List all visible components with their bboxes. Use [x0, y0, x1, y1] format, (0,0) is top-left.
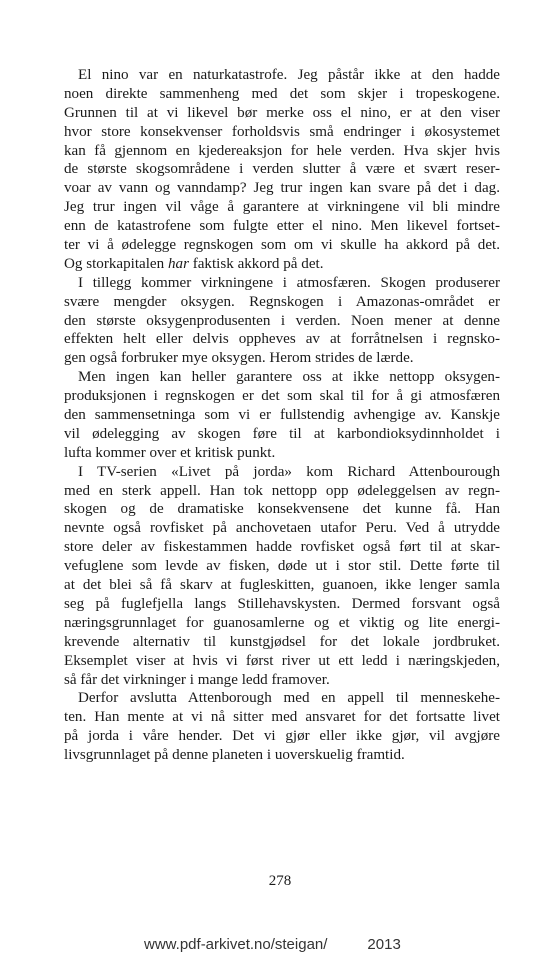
italic-emphasis: har	[167, 255, 189, 272]
paragraph	[64, 368, 500, 462]
text-line: Derfor avslutta Attenborough med en appell til menneskehe-	[78, 690, 500, 707]
text-line: Eksemplet viser at hvis vi først river ut ett ledd i næringskjeden,	[64, 652, 500, 669]
text-line: på jorda i våre hender. Det vi gjør eller ikke gjør, vil avgjøre	[64, 728, 500, 745]
text-line: med en sterk appell. Han tok nettopp opp ødeleggelsen av regn-	[64, 482, 500, 499]
text-line: vil ødelegging av skogen føre til at karbondioksydinnholdet i	[64, 425, 500, 442]
paragraph	[64, 66, 500, 274]
text-line: store deler av fiskestammen hadde rovfisket også ført til at skar-	[64, 539, 500, 556]
text-line: at det blei så få skarv at fugleskitten, guanoen, ikke lenger samla	[64, 577, 500, 594]
text-line: I tillegg kommer virkningene i atmosfæren. Skogen produserer	[78, 274, 500, 291]
text-line: næringsgrunnlaget for guanosamlerne og et viktig og lite energi-	[64, 614, 500, 631]
text-line: Jeg trur ingen vil våge å garantere at virkningene vil bli mindre	[64, 199, 500, 216]
text-line: svære mengder oksygen. Regnskogen i Amazonas-området er	[64, 293, 500, 310]
paragraph	[64, 274, 500, 368]
footer-url: www.pdf-arkivet.no/steigan/	[144, 936, 328, 953]
text-line: voar av vann og vanndamp? Jeg trur ingen kan svare på det i dag.	[64, 180, 500, 197]
body-text	[64, 66, 500, 765]
text-segment: faktisk akkord på det.	[188, 255, 324, 272]
paragraph	[64, 463, 500, 690]
text-line: krevende alternativ til kunstgjødsel for det lokale jordbruket.	[64, 633, 500, 650]
text-line: Men ingen kan heller garantere oss at ikke nettopp oksygen-	[78, 369, 500, 386]
text-line: Grunnen til at vi likevel bør merke oss el nino, er at den viser	[64, 104, 500, 121]
page-number: 278	[268, 873, 292, 889]
text-segment: Og storkapitalen	[64, 255, 168, 272]
text-line: vefuglene som levde av fisken, døde ut i stor stil. Dette førte til	[64, 558, 500, 575]
text-line: den sammensetninga som vi er fullstendig avhengige av. Kanskje	[64, 407, 500, 424]
text-line: effekten helt eller delvis oppheves av at forråtnelsen i regnsko-	[64, 331, 500, 348]
text-line: kan få gjennom en kjedereaksjon for hele verden. Hva skjer hvis	[64, 142, 500, 159]
text-line: den største oksygenprodusenten i verden. Noen mener at denne	[64, 312, 500, 329]
text-line: ter vi å ødelegge regnskogen som om vi skulle ha akkord på det.	[64, 237, 500, 254]
footer	[144, 936, 401, 953]
text-line: produksjonen i regnskogen er det som skal til for å gi atmosfæren	[64, 388, 500, 405]
text-line: så får det virkninger i mange ledd framover.	[64, 671, 330, 688]
text-line: livsgrunnlaget på denne planeten i uoverskuelig framtid.	[64, 747, 405, 764]
text-line: de største skogsområdene i verden slutter å være et svært reser-	[64, 161, 500, 178]
text-line: El nino var en naturkatastrofe. Jeg påstår ikke at den hadde	[78, 67, 500, 83]
text-line	[64, 255, 500, 274]
text-line: noen direkte sammenheng med det som skjer i tropeskogene.	[64, 85, 500, 102]
footer-year: 2013	[367, 936, 401, 953]
text-line: ten. Han mente at vi nå sitter med ansvaret for det fortsatte livet	[64, 709, 500, 726]
text-line: skogen og de dramatiske konsekvensene det kunne få. Han	[64, 501, 500, 518]
text-line: lufta kommer over et kritisk punkt.	[64, 444, 276, 461]
text-line: gen også forbruker mye oksygen. Herom strides de lærde.	[64, 350, 414, 367]
text-line: enn de katastrofene som fulgte etter el nino. Men likevel fortset-	[64, 218, 500, 235]
text-line: seg på fuglefjella langs Stillehavskysten. Dermed forsvant også	[64, 595, 500, 612]
paragraph	[64, 689, 500, 765]
text-line: I TV-serien «Livet på jorda» kom Richard Attenbourough	[78, 463, 500, 480]
text-line: nevnte også rovfisket på anchovetaen utafor Peru. Ved å utrydde	[64, 520, 500, 537]
text-line: hvor store konsekvenser forholdsvis små endringer i økosystemet	[64, 123, 500, 140]
